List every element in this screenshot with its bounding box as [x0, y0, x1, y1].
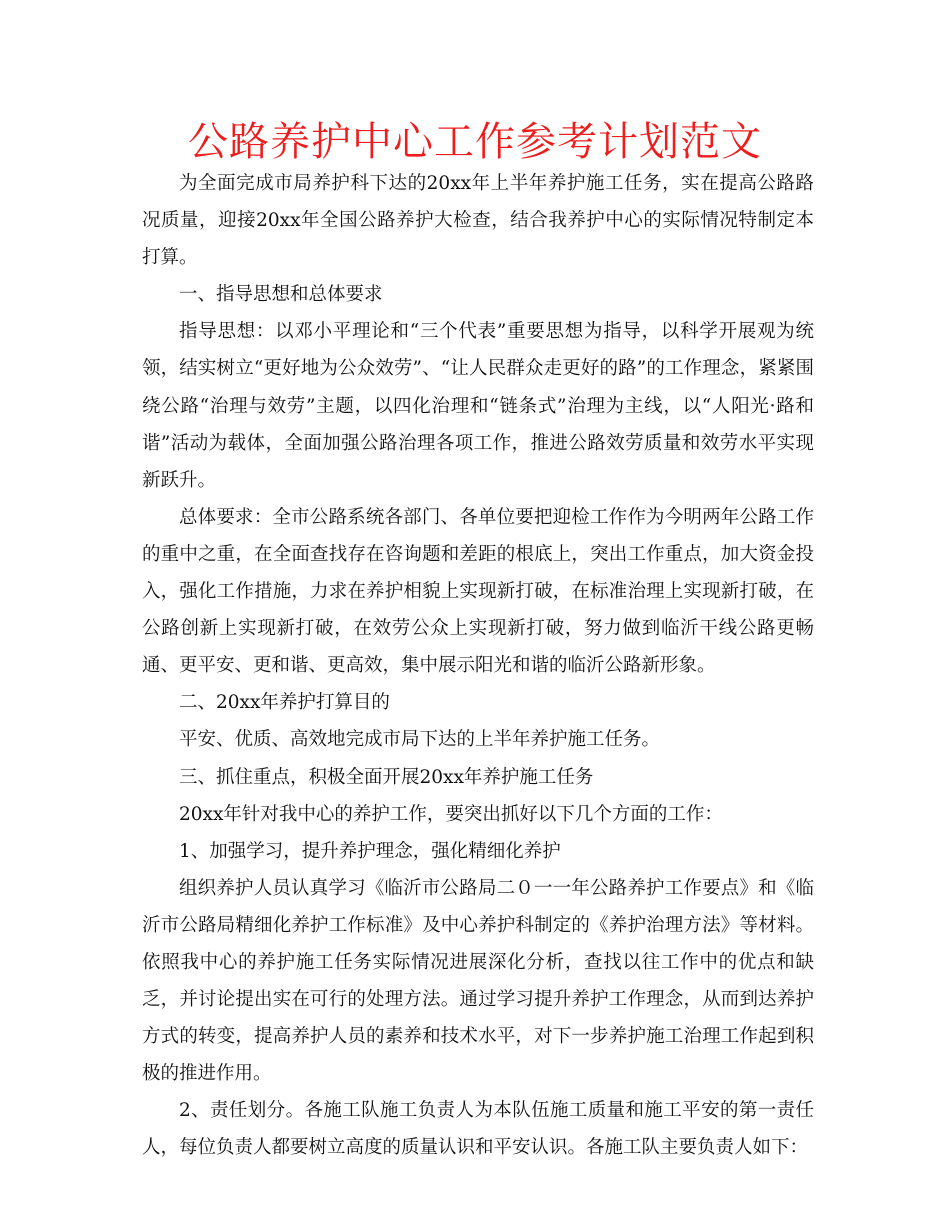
paragraph-study: 组织养护人员认真学习《临沂市公路局二０一一年公路养护工作要点》和《临沂市公路局精细化养护工作标准》及中心养护科制定的《养护治理方法》等材料。依照我中心的养护施工任务实际情况进展深化分析，查找以往工作中的优点和缺乏，并讨论提出实在可行的处理方法。通过学习提升养护工作理念，从而到达养护方式的转变，提高养护人员的素养和技术水平，对下一步养护施工治理工作起到积极的推进作用。: [142, 877, 814, 1085]
paragraph-guiding-thought: 指导思想：以邓小平理论和“三个代表”重要思想为指导，以科学开展观为统领，结实树立“更好地为公众效劳”、“让人民群众走更好的路”的工作理念，紧紧围绕公路“治理与效劳”主题，以四化治理和“链条式”治理为主线，以“人阳光·路和谐”活动为载体，全面加强公路治理各项工作，推进公路效劳质量和效劳水平实现新跃升。: [142, 321, 814, 491]
paragraph-intro: 为全面完成市局养护科下达的20xx年上半年养护施工任务，实在提高公路路况质量，迎接20xx年全国公路养护大检查，结合我养护中心的实际情况特制定本打算。: [142, 173, 814, 269]
section-heading-plan-goal: 二、20xx年养护打算目的: [179, 692, 390, 714]
document-body: [142, 165, 814, 1167]
document-title: 公路养护中心工作参考计划范文: [188, 119, 762, 165]
section-heading-key-points: 三、抓住重点，积极全面开展20xx年养护施工任务: [179, 766, 594, 788]
paragraph-plan-goal: 平安、优质、高效地完成市局下达的上半年养护施工任务。: [179, 729, 661, 751]
paragraph-key-points-intro: 20xx年针对我中心的养护工作，要突出抓好以下几个方面的工作：: [179, 803, 723, 825]
section-heading-guiding-thought: 一、指导思想和总体要求: [179, 284, 383, 306]
subheading-study: 1、加强学习，提升养护理念，强化精细化养护: [179, 840, 561, 862]
paragraph-responsibility: 2、责任划分。各施工队施工负责人为本队伍施工质量和施工平安的第一责任人，每位负责人都要树立高度的质量认识和平安认识。各施工队主要负责人如下：: [142, 1100, 814, 1159]
paragraph-overall-requirements: 总体要求：全市公路系统各部门、各单位要把迎检工作作为今明两年公路工作的重中之重，在全面查找存在咨询题和差距的根底上，突出工作重点，加大资金投入，强化工作措施，力求在养护相貌上实现新打破，在标准治理上实现新打破，在公路创新上实现新打破，在效劳公众上实现新打破，努力做到临沂干线公路更畅通、更平安、更和谐、更高效，集中展示阳光和谐的临沂公路新形象。: [142, 506, 814, 677]
